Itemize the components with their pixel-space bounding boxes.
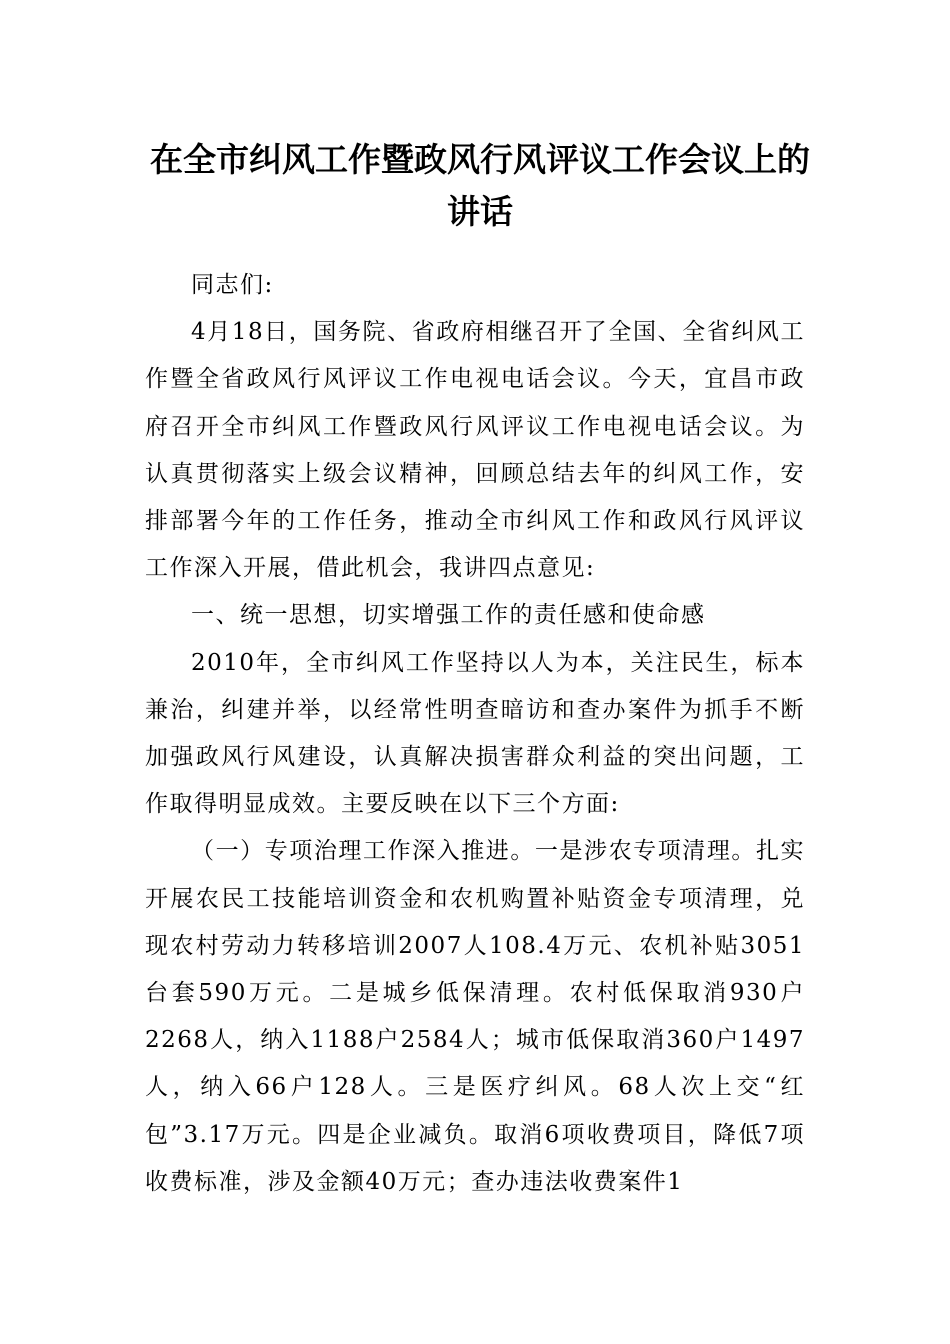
paragraph-summary-2010: 2010年，全市纠风工作坚持以人为本，关注民生，标本兼治，纠建并举，以经常性明查暗访和查办案件为抓手不断加强政风行风建设，认真解决损害群众利益的突出问题，工作取得明显成效。主要反映在以下三个方面: (145, 649, 805, 818)
section-heading-1: 一、统一思想，切实增强工作的责任感和使命感 (191, 602, 706, 629)
document-body (145, 262, 805, 1206)
paragraph-special-governance: （一）专项治理工作深入推进。一是涉农专项清理。扎实开展农民工技能培训资金和农机购置补贴资金专项清理，兑现农村劳动力转移培训2007人108.4万元、农机补贴3051台套590万元。二是城乡低保清理。农村低保取消930户2268人，纳入1188户2584人；城市低保取消360户1497人，纳入66户128人。三是医疗纠风。68人次上交“红包”3.17万元。四是企业减负。取消6项收费项目，降低7项收费标准，涉及金额40万元；查办违法收费案件1 (145, 838, 805, 1195)
salutation: 同志们: (191, 272, 274, 298)
paragraph-intro: 4月18日，国务院、省政府相继召开了全国、全省纠风工作暨全省政风行风评议工作电视电话会议。今天，宜昌市政府召开全市纠风工作暨政风行风评议工作电视电话会议。为认真贯彻落实上级会议精神，回顾总结去年的纠风工作，安排部署今年的工作任务，推动全市纠风工作和政风行风评议工作深入开展，借此机会，我讲四点意见: (145, 319, 805, 582)
document-title: 在全市纠风工作暨政风行风评议工作会议上的讲话 (150, 140, 810, 232)
